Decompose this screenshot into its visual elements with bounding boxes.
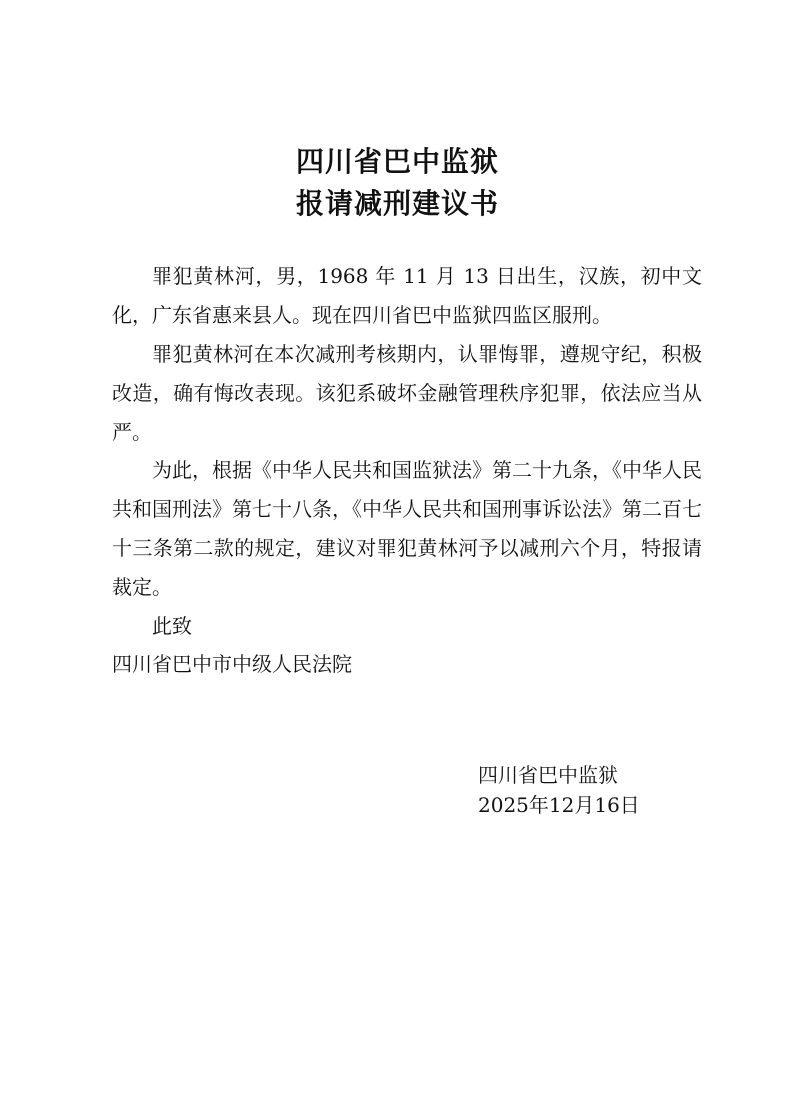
- document-title-line2: 报请减刑建议书: [295, 187, 499, 220]
- document-title-line1: 四川省巴中监狱: [295, 145, 499, 178]
- salutation: 此致: [152, 614, 192, 638]
- paragraph-recommendation: 为此，根据《中华人民共和国监狱法》第二十九条，《中华人民共和国刑法》第七十八条，《中华人民共和国刑事诉讼法》第二百七十三条第二款的规定，建议对罪犯黄林河予以减刑六个月，特报请裁定。: [112, 458, 702, 599]
- paragraph-criminal-info: 罪犯黄林河，男，1968 年 11 月 13 日出生，汉族，初中文化，广东省惠来县人。现在四川省巴中监狱四监区服刑。: [112, 264, 702, 327]
- signature-date: 2025年12月16日: [478, 793, 640, 817]
- signature-organization: 四川省巴中监狱: [478, 763, 618, 787]
- paragraph-performance: 罪犯黄林河在本次减刑考核期内，认罪悔罪，遵规守纪，积极改造，确有悔改表现。该犯系破坏金融管理秩序犯罪，依法应当从严。: [112, 342, 702, 444]
- recipient: 四川省巴中市中级人民法院: [112, 652, 352, 676]
